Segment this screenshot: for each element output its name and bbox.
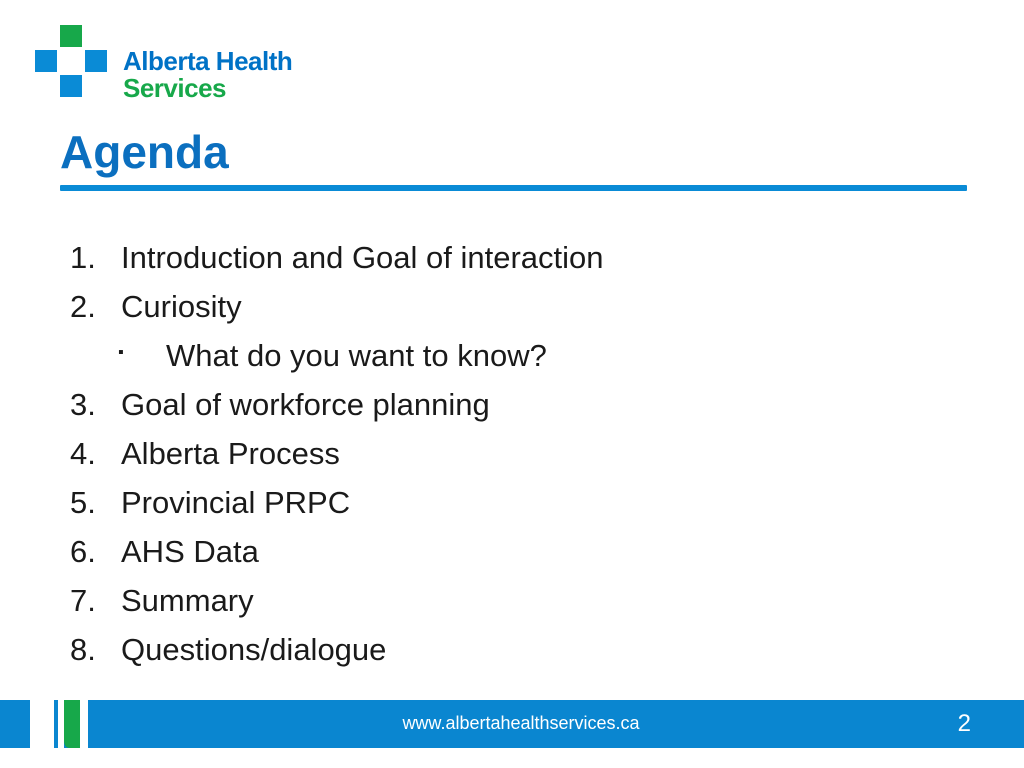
footer-url-wrap xyxy=(0,713,1024,734)
ahs-logo-wordmark xyxy=(123,48,292,102)
agenda-item-number: 4. xyxy=(70,436,96,471)
agenda-list xyxy=(70,235,604,676)
agenda-item xyxy=(70,529,604,578)
agenda-item-number: 8. xyxy=(70,632,96,667)
agenda-item-text: AHS Data xyxy=(121,534,259,569)
agenda-item-text: Questions/dialogue xyxy=(121,632,387,667)
agenda-item-number: 1. xyxy=(70,240,96,275)
agenda-item xyxy=(70,578,604,627)
agenda-item xyxy=(70,480,604,529)
agenda-sub-item xyxy=(70,333,604,382)
agenda-item-number: 7. xyxy=(70,583,96,618)
page-number: 2 xyxy=(957,710,971,737)
agenda-item-text: Curiosity xyxy=(121,289,242,324)
agenda-item-text: What do you want to know? xyxy=(166,338,547,373)
agenda-item-number: 6. xyxy=(70,534,96,569)
agenda-item-number: 5. xyxy=(70,485,96,520)
agenda-item xyxy=(70,284,604,333)
agenda-item-number: 2. xyxy=(70,289,96,324)
agenda-item xyxy=(70,431,604,480)
agenda-item-text: Introduction and Goal of interaction xyxy=(121,240,604,275)
ahs-logo xyxy=(35,25,295,103)
agenda-item xyxy=(70,382,604,431)
agenda-item xyxy=(70,627,604,676)
logo-line-2: Services xyxy=(123,73,226,103)
agenda-item-text: Alberta Process xyxy=(121,436,340,471)
agenda-item-text: Provincial PRPC xyxy=(121,485,351,520)
agenda-item-text: Goal of workforce planning xyxy=(121,387,490,422)
footer-bar xyxy=(0,700,1024,748)
agenda-item-number: 3. xyxy=(70,387,96,422)
square-bullet-icon: ▪ xyxy=(118,343,124,361)
footer-url[interactable]: www.albertahealthservices.ca xyxy=(402,713,640,733)
ahs-cross-logo-icon xyxy=(35,25,110,100)
agenda-item-text: Summary xyxy=(121,583,254,618)
logo-line-1: Alberta Health xyxy=(123,46,293,76)
title-underline xyxy=(60,185,967,191)
bottom-margin xyxy=(0,748,1024,768)
agenda-item xyxy=(70,235,604,284)
slide-title: Agenda xyxy=(60,126,229,178)
